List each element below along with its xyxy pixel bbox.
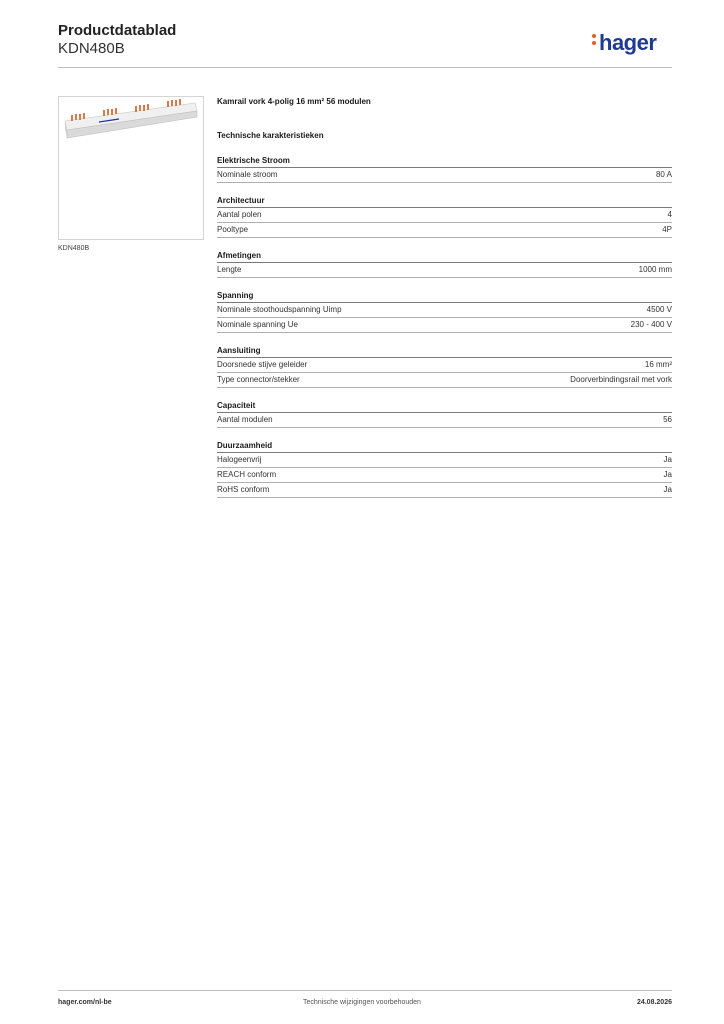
spec-row xyxy=(217,318,672,333)
spec-row xyxy=(217,208,672,223)
spec-label: Pooltype xyxy=(217,225,249,234)
spec-row xyxy=(217,483,672,498)
section-title: Elektrische Stroom xyxy=(217,155,672,168)
footer-divider xyxy=(58,990,672,991)
footer-website: hager.com/nl-be xyxy=(58,999,112,1006)
hager-logo xyxy=(592,30,656,56)
spec-value: Ja xyxy=(663,485,672,494)
spec-value: 1000 mm xyxy=(638,265,672,274)
spec-section xyxy=(217,290,672,333)
spec-value: Ja xyxy=(663,470,672,479)
spec-label: REACH conform xyxy=(217,470,277,479)
section-title: Spanning xyxy=(217,290,672,303)
spec-value: 16 mm² xyxy=(644,360,672,369)
spec-row xyxy=(217,263,672,278)
spec-value: Ja xyxy=(663,455,672,464)
spec-label: Nominale spanning Ue xyxy=(217,320,298,329)
spec-label: RoHS conform xyxy=(217,485,270,494)
spec-label: Lengte xyxy=(217,265,242,274)
spec-row xyxy=(217,168,672,183)
spec-value: 80 A xyxy=(655,170,672,179)
spec-row xyxy=(217,373,672,388)
document-subtitle: KDN480B xyxy=(58,40,125,57)
spec-value: Doorverbindingsrail met vork xyxy=(570,375,672,384)
logo-text: hager xyxy=(599,30,657,55)
section-title: Aansluiting xyxy=(217,345,672,358)
spec-row xyxy=(217,468,672,483)
spec-value: 4500 V xyxy=(646,305,672,314)
footer-date: 24.08.2026 xyxy=(636,999,672,1006)
spec-section xyxy=(217,440,672,498)
spec-label: Aantal polen xyxy=(217,210,262,219)
spec-value: 4 xyxy=(667,210,672,219)
spec-label: Type connector/stekker xyxy=(217,375,300,384)
spec-row xyxy=(217,413,672,428)
header-divider xyxy=(58,67,672,68)
logo-dots-icon xyxy=(592,31,597,48)
spec-section xyxy=(217,195,672,238)
spec-row xyxy=(217,223,672,238)
spec-value: 4P xyxy=(662,225,672,234)
section-title: Capaciteit xyxy=(217,400,672,413)
spec-label: Halogeenvrij xyxy=(217,455,262,464)
technical-heading: Technische karakteristieken xyxy=(217,131,324,140)
specifications xyxy=(217,96,672,498)
section-title: Afmetingen xyxy=(217,250,672,263)
section-title: Architectuur xyxy=(217,195,672,208)
product-image xyxy=(58,96,204,240)
spec-section xyxy=(217,400,672,428)
spec-row xyxy=(217,358,672,373)
spec-section xyxy=(217,250,672,278)
spec-value: 56 xyxy=(663,415,672,424)
spec-sections xyxy=(217,155,672,498)
spec-row xyxy=(217,453,672,468)
image-caption: KDN480B xyxy=(58,245,90,252)
spec-section xyxy=(217,345,672,388)
busbar-illustration-icon xyxy=(59,97,203,239)
spec-label: Nominale stoothoudspanning Uimp xyxy=(217,305,342,314)
document-title: Productdatablad xyxy=(58,22,177,39)
spec-label: Nominale stroom xyxy=(217,170,278,179)
spec-value: 230 - 400 V xyxy=(630,320,672,329)
spec-row xyxy=(217,303,672,318)
spec-section xyxy=(217,155,672,183)
footer-notice: Technische wijzigingen voorbehouden xyxy=(303,999,421,1006)
section-title: Duurzaamheid xyxy=(217,440,672,453)
spec-label: Aantal modulen xyxy=(217,415,273,424)
spec-label: Doorsnede stijve geleider xyxy=(217,360,308,369)
product-name: Kamrail vork 4-polig 16 mm² 56 modulen xyxy=(217,97,371,106)
